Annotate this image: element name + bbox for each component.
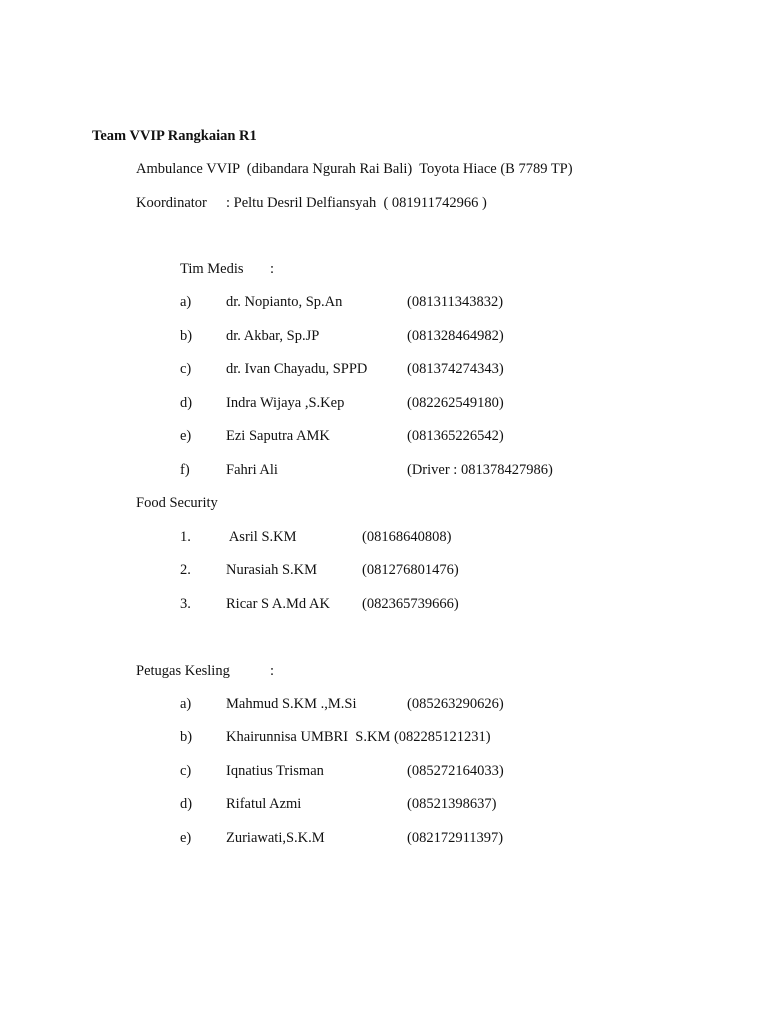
tim-medis-colon: : [270, 261, 275, 277]
tim-medis-label: Tim Medis [180, 261, 244, 277]
list-phone: (082262549180) [407, 394, 504, 411]
list-name: Iqnatius Trisman [226, 762, 324, 779]
koordinator-value: : Peltu Desril Delfiansyah ( 081911742966 ) [226, 195, 487, 211]
list-marker: e) [180, 829, 192, 846]
list-marker: c) [180, 762, 192, 779]
list-marker: a) [180, 696, 192, 712]
list-name: Ricar S A.Md AK [226, 595, 330, 612]
list-name: dr. Nopianto, Sp.An [226, 294, 343, 310]
list-marker: a) [180, 294, 192, 310]
list-name: Asril S.KM [226, 529, 297, 545]
list-phone: (081328464982) [407, 327, 504, 344]
list-marker: b) [180, 729, 193, 746]
list-phone: (081311343832) [407, 294, 504, 310]
list-name: dr. Ivan Chayadu, SPPD [226, 361, 368, 378]
list-marker: 2. [180, 562, 191, 579]
list-marker: 1. [180, 529, 191, 545]
list-name: Mahmud S.KM .,M.Si [226, 696, 357, 712]
list-marker: f) [180, 462, 190, 478]
list-phone: (081365226542) [407, 428, 504, 445]
list-marker: d) [180, 394, 193, 411]
list-phone: (085272164033) [407, 762, 504, 779]
list-name: Khairunnisa UMBRI S.KM (082285121231) [226, 729, 491, 746]
list-phone: (08521398637) [407, 796, 497, 813]
list-phone: (085263290626) [407, 696, 504, 712]
document-title: Team VVIP Rangkaian R1 [92, 128, 257, 144]
list-name: Rifatul Azmi [226, 796, 302, 813]
list-marker: 3. [180, 595, 191, 612]
list-name: Indra Wijaya ,S.Kep [226, 394, 345, 411]
list-name: Fahri Ali [226, 462, 278, 478]
list-marker: d) [180, 796, 193, 813]
koordinator-label: Koordinator [136, 195, 207, 211]
list-name: dr. Akbar, Sp.JP [226, 327, 320, 344]
list-marker: e) [180, 428, 192, 445]
list-name: Nurasiah S.KM [226, 562, 318, 579]
list-marker: c) [180, 361, 192, 378]
list-phone: (082172911397) [407, 829, 504, 846]
ambulance-line: Ambulance VVIP (dibandara Ngurah Rai Bali) Toyota Hiace (B 7789 TP) [136, 161, 573, 177]
petugas-kesling-colon: : [270, 663, 275, 679]
list-marker: b) [180, 327, 193, 344]
petugas-kesling-label: Petugas Kesling [136, 663, 230, 679]
list-phone: (081276801476) [362, 562, 459, 579]
list-phone: (082365739666) [362, 595, 459, 612]
list-phone: (08168640808) [362, 529, 452, 545]
list-name: Ezi Saputra AMK [226, 428, 330, 445]
list-phone: (081374274343) [407, 361, 504, 378]
list-phone: (Driver : 081378427986) [407, 462, 553, 478]
food-security-label: Food Security [136, 495, 218, 511]
list-name: Zuriawati,S.K.M [226, 829, 325, 846]
